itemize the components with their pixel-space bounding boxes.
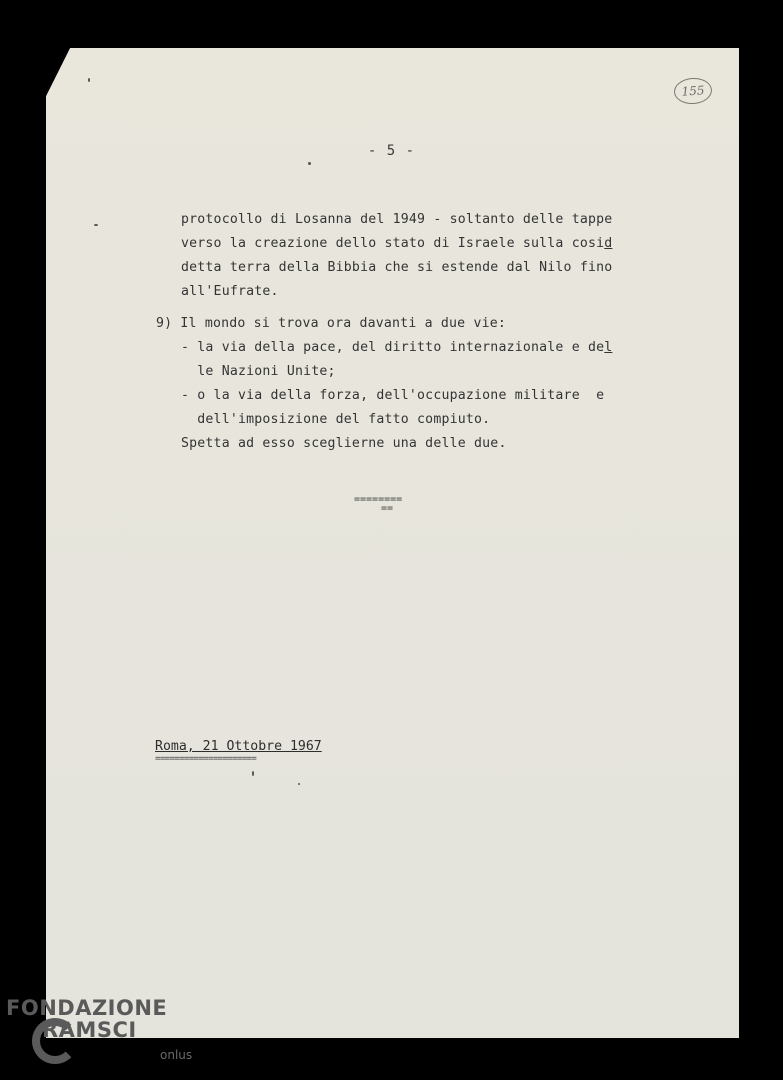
paragraph-line-3: detta terra della Bibbia che si estende dal Nilo fino xyxy=(181,260,613,275)
paragraph-line-1: protocollo di Losanna del 1949 - soltanto delle tappe xyxy=(181,212,613,227)
paper-speck xyxy=(94,224,98,226)
point-9-intro: 9) Il mondo si trova ora davanti a due vie: xyxy=(156,316,507,331)
point-9-option-2-line-1: - o la via della forza, dell'occupazione militare e xyxy=(181,388,605,403)
point-9-option-1-line-2: le Nazioni Unite; xyxy=(181,364,336,379)
paper-speck xyxy=(88,78,90,82)
folded-corner xyxy=(46,48,70,96)
paragraph-line-4: all'Eufrate. xyxy=(181,284,279,299)
point-9-option-1-line-1 xyxy=(181,340,612,355)
page-number: - 5 - xyxy=(367,143,416,159)
paragraph-line-2-text: verso la creazione dello stato di Israele sulla cosi xyxy=(181,236,605,251)
place-and-date-double-underline: ===================== xyxy=(155,754,257,764)
separator-line-2: == xyxy=(381,503,394,514)
point-9-closing: Spetta ad esso sceglierne una delle due. xyxy=(181,436,507,451)
paper-speck xyxy=(308,162,311,165)
logo-text-fondazione: FONDAZIONE xyxy=(6,996,168,1020)
logo-text-onlus: onlus xyxy=(160,1048,193,1062)
document-page xyxy=(46,48,739,1038)
archive-number-stamp: 155 xyxy=(673,77,713,106)
place-and-date: Roma, 21 Ottobre 1967 xyxy=(155,739,322,754)
point-9-option-2-line-2: dell'imposizione del fatto compiuto. xyxy=(181,412,491,427)
paper-speck xyxy=(252,771,254,776)
paragraph-line-2-underlined-char: d xyxy=(604,236,613,251)
point-9-option-1-text: - la via della pace, del diritto internazionale e de xyxy=(181,340,605,355)
paper-speck xyxy=(298,783,300,785)
paragraph-line-2 xyxy=(181,236,612,251)
logo-text-ramsci: RAMSCI xyxy=(42,1018,137,1042)
point-9-option-1-underlined-char: l xyxy=(604,340,613,355)
separator-line-1: ======== xyxy=(354,494,403,505)
